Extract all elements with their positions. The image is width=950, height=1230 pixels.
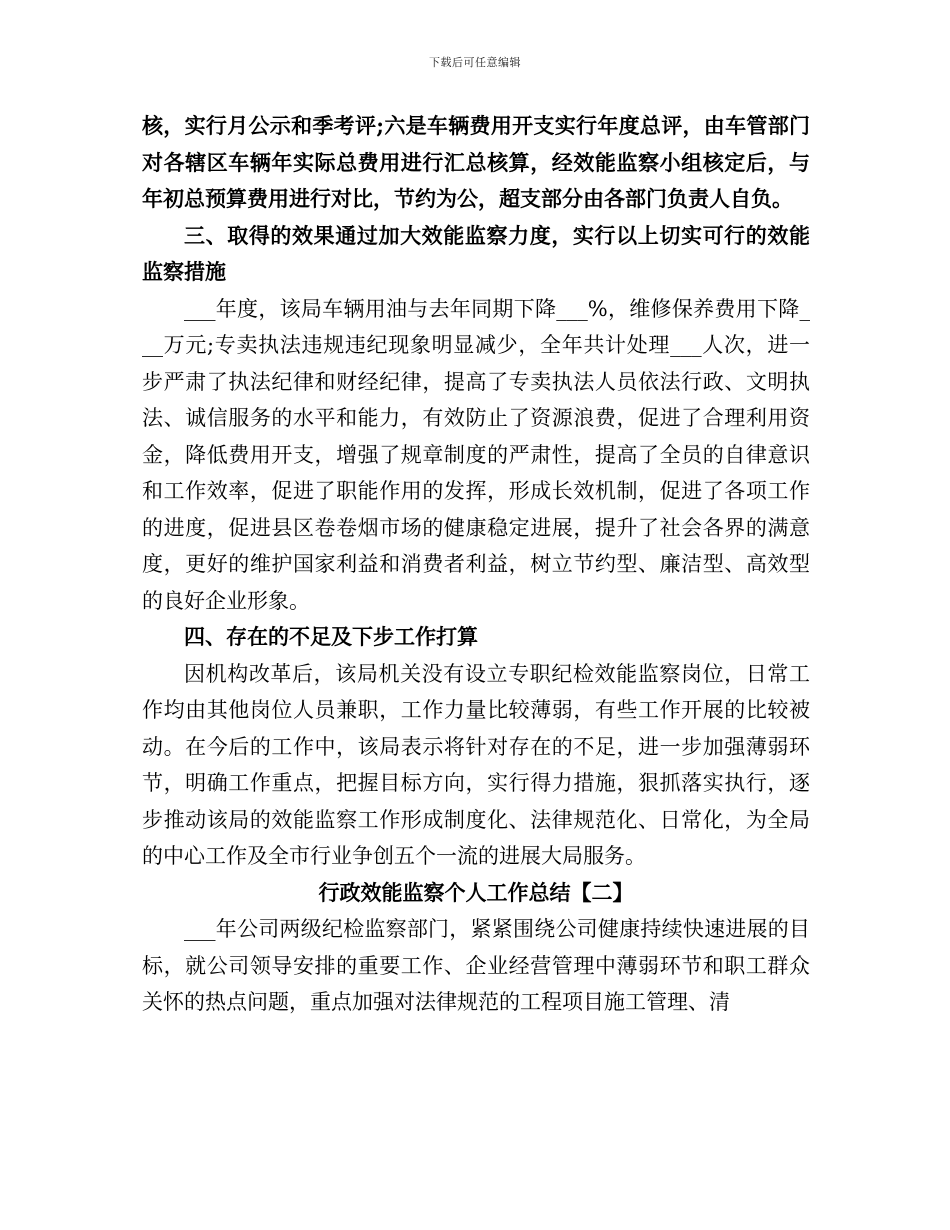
document-body [142, 108, 810, 1021]
section-heading-shortcomings: 四、存在的不足及下步工作打算 [184, 624, 478, 649]
document-section-title: 行政效能监察个人工作总结【二】 [318, 879, 634, 905]
paragraph-discipline-work: ___年公司两级纪检监察部门，紧紧围绕公司健康持续快速进展的目标，就公司领导安排的重要工作、企业经营管理中薄弱环节和职工群众关怀的热点问题，重点加强对法律规范的工程项目施工管理、清 [142, 917, 810, 1014]
section-heading-results: 三、取得的效果通过加大效能监察力度，实行以上切实可行的效能监察措施 [142, 222, 810, 284]
paragraph-shortcomings: 因机构改革后，该局机关没有设立专职纪检效能监察岗位，日常工作均由其他岗位人员兼职，工作力量比较薄弱，有些工作开展的比较被动。在今后的工作中，该局表示将针对存在的不足，进一步加强薄弱环节，明确工作重点，把握目标方向，实行得力措施，狠抓落实执行，逐步推动该局的效能监察工作形成制度化、法律规范化、日常化，为全局的中心工作及全市行业争创五个一流的进展大局服务。 [142, 661, 810, 868]
paragraph-vehicle-cost-review: 核，实行月公示和季考评;六是车辆费用开支实行年度总评，由车管部门对各辖区车辆年实际总费用进行汇总核算，经效能监察小组核定后，与年初总预算费用进行对比，节约为公，超支部分由各部门负责人自负。 [142, 113, 810, 211]
paragraph-results: ___年度，该局车辆用油与去年同期下降___%，维修保养费用下降___万元;专卖执法违规违纪现象明显减少，全年共计处理___人次，进一步严肃了执法纪律和财经纪律，提高了专卖执法人员依法行政、文明执法、诚信服务的水平和能力，有效防止了资源浪费，促进了合理利用资金，降低费用开支，增强了规章制度的严肃性，提高了全员的自律意识和工作效率，促进了职能作用的发挥，形成长效机制，促进了各项工作的进度，促进县区卷卷烟市场的健康稳定进展，提升了社会各界的满意度，更好的维护国家利益和消费者利益，树立节约型、廉洁型、高效型的良好企业形象。 [142, 296, 810, 613]
header-note: 下载后可任意编辑 [429, 56, 521, 69]
